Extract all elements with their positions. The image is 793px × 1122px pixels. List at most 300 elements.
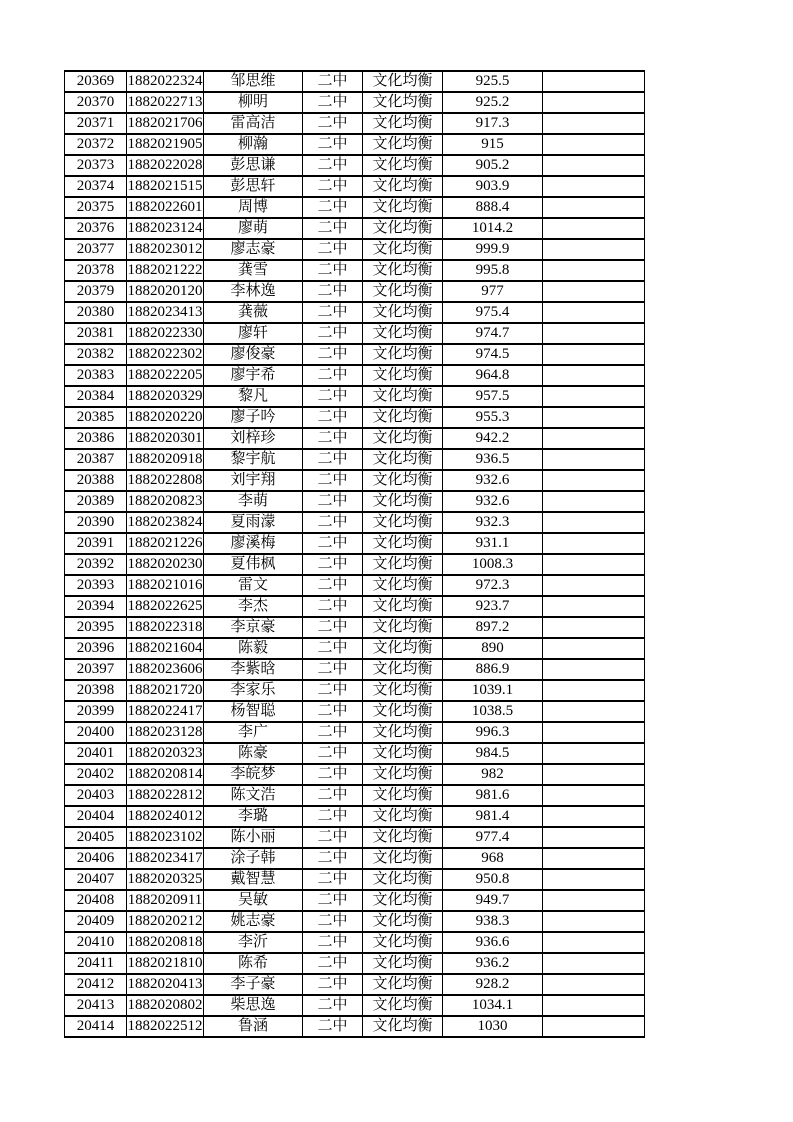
cell-blank (543, 953, 645, 974)
cell-seq-number: 20370 (65, 92, 127, 113)
cell-score: 1008.3 (443, 554, 543, 575)
cell-school: 二中 (303, 869, 363, 890)
cell-blank (543, 92, 645, 113)
table-row (65, 281, 645, 302)
cell-exam-number: 1882023606 (127, 659, 204, 680)
cell-exam-number: 1882022601 (127, 197, 204, 218)
cell-blank (543, 344, 645, 365)
cell-seq-number: 20385 (65, 407, 127, 428)
table-row (65, 659, 645, 680)
table-row (65, 575, 645, 596)
cell-seq-number: 20380 (65, 302, 127, 323)
table-row (65, 71, 645, 92)
cell-school: 二中 (303, 71, 363, 92)
cell-admission-category: 文化均衡 (363, 218, 443, 239)
cell-school: 二中 (303, 344, 363, 365)
cell-student-name: 陈毅 (204, 638, 303, 659)
cell-blank (543, 827, 645, 848)
cell-admission-category: 文化均衡 (363, 596, 443, 617)
cell-blank (543, 428, 645, 449)
cell-blank (543, 449, 645, 470)
cell-blank (543, 911, 645, 932)
cell-blank (543, 302, 645, 323)
cell-school: 二中 (303, 260, 363, 281)
cell-school: 二中 (303, 596, 363, 617)
cell-school: 二中 (303, 386, 363, 407)
cell-score: 925.5 (443, 71, 543, 92)
cell-student-name: 邹思维 (204, 71, 303, 92)
cell-student-name: 刘梓珍 (204, 428, 303, 449)
cell-score: 1014.2 (443, 218, 543, 239)
cell-admission-category: 文化均衡 (363, 575, 443, 596)
cell-blank (543, 743, 645, 764)
cell-seq-number: 20375 (65, 197, 127, 218)
cell-seq-number: 20389 (65, 491, 127, 512)
cell-student-name: 李紫晗 (204, 659, 303, 680)
table-row (65, 92, 645, 113)
table-row (65, 449, 645, 470)
cell-score: 1030 (443, 1016, 543, 1037)
cell-seq-number: 20392 (65, 554, 127, 575)
cell-exam-number: 1882023128 (127, 722, 204, 743)
cell-score: 890 (443, 638, 543, 659)
cell-student-name: 陈小丽 (204, 827, 303, 848)
cell-exam-number: 1882020911 (127, 890, 204, 911)
cell-admission-category: 文化均衡 (363, 680, 443, 701)
cell-school: 二中 (303, 449, 363, 470)
cell-student-name: 廖溪梅 (204, 533, 303, 554)
table-row (65, 407, 645, 428)
cell-student-name: 龚雪 (204, 260, 303, 281)
cell-seq-number: 20407 (65, 869, 127, 890)
cell-seq-number: 20405 (65, 827, 127, 848)
cell-school: 二中 (303, 197, 363, 218)
cell-admission-category: 文化均衡 (363, 701, 443, 722)
cell-score: 915 (443, 134, 543, 155)
cell-score: 1034.1 (443, 995, 543, 1016)
cell-exam-number: 1882023824 (127, 512, 204, 533)
cell-admission-category: 文化均衡 (363, 260, 443, 281)
cell-seq-number: 20376 (65, 218, 127, 239)
cell-blank (543, 134, 645, 155)
cell-blank (543, 785, 645, 806)
cell-student-name: 彭思谦 (204, 155, 303, 176)
cell-admission-category: 文化均衡 (363, 911, 443, 932)
cell-student-name: 李杰 (204, 596, 303, 617)
table-row (65, 470, 645, 491)
cell-exam-number: 1882021810 (127, 953, 204, 974)
cell-seq-number: 20402 (65, 764, 127, 785)
cell-student-name: 吴敏 (204, 890, 303, 911)
cell-admission-category: 文化均衡 (363, 806, 443, 827)
table-row (65, 554, 645, 575)
cell-seq-number: 20414 (65, 1016, 127, 1037)
cell-score: 977.4 (443, 827, 543, 848)
cell-score: 964.8 (443, 365, 543, 386)
cell-admission-category: 文化均衡 (363, 869, 443, 890)
cell-blank (543, 1016, 645, 1037)
cell-seq-number: 20381 (65, 323, 127, 344)
table-row (65, 302, 645, 323)
table-row (65, 722, 645, 743)
cell-score: 996.3 (443, 722, 543, 743)
cell-school: 二中 (303, 302, 363, 323)
cell-exam-number: 1882020301 (127, 428, 204, 449)
cell-seq-number: 20398 (65, 680, 127, 701)
cell-admission-category: 文化均衡 (363, 281, 443, 302)
cell-blank (543, 260, 645, 281)
cell-student-name: 黎凡 (204, 386, 303, 407)
cell-seq-number: 20408 (65, 890, 127, 911)
cell-blank (543, 680, 645, 701)
cell-exam-number: 1882022812 (127, 785, 204, 806)
table-row (65, 365, 645, 386)
cell-seq-number: 20410 (65, 932, 127, 953)
cell-seq-number: 20371 (65, 113, 127, 134)
cell-admission-category: 文化均衡 (363, 848, 443, 869)
cell-blank (543, 638, 645, 659)
cell-seq-number: 20399 (65, 701, 127, 722)
cell-student-name: 黎宇航 (204, 449, 303, 470)
cell-school: 二中 (303, 617, 363, 638)
cell-student-name: 廖宇希 (204, 365, 303, 386)
cell-admission-category: 文化均衡 (363, 512, 443, 533)
cell-student-name: 夏伟枫 (204, 554, 303, 575)
cell-seq-number: 20401 (65, 743, 127, 764)
cell-student-name: 杨智聪 (204, 701, 303, 722)
cell-score: 931.1 (443, 533, 543, 554)
cell-school: 二中 (303, 995, 363, 1016)
cell-exam-number: 1882021226 (127, 533, 204, 554)
cell-score: 925.2 (443, 92, 543, 113)
cell-blank (543, 722, 645, 743)
cell-exam-number: 1882020230 (127, 554, 204, 575)
cell-blank (543, 974, 645, 995)
cell-score: 981.4 (443, 806, 543, 827)
table-row (65, 386, 645, 407)
cell-exam-number: 1882021515 (127, 176, 204, 197)
cell-seq-number: 20374 (65, 176, 127, 197)
cell-admission-category: 文化均衡 (363, 407, 443, 428)
cell-blank (543, 554, 645, 575)
cell-admission-category: 文化均衡 (363, 827, 443, 848)
cell-blank (543, 218, 645, 239)
cell-exam-number: 1882020802 (127, 995, 204, 1016)
table-row (65, 113, 645, 134)
cell-blank (543, 71, 645, 92)
cell-admission-category: 文化均衡 (363, 113, 443, 134)
cell-blank (543, 491, 645, 512)
cell-score: 932.3 (443, 512, 543, 533)
cell-exam-number: 1882022330 (127, 323, 204, 344)
cell-seq-number: 20373 (65, 155, 127, 176)
cell-admission-category: 文化均衡 (363, 365, 443, 386)
cell-exam-number: 1882022205 (127, 365, 204, 386)
cell-student-name: 李家乐 (204, 680, 303, 701)
cell-exam-number: 1882022028 (127, 155, 204, 176)
cell-seq-number: 20378 (65, 260, 127, 281)
cell-score: 897.2 (443, 617, 543, 638)
table-row (65, 596, 645, 617)
cell-exam-number: 1882021720 (127, 680, 204, 701)
cell-admission-category: 文化均衡 (363, 974, 443, 995)
cell-score: 968 (443, 848, 543, 869)
cell-school: 二中 (303, 92, 363, 113)
table-row (65, 512, 645, 533)
cell-score: 982 (443, 764, 543, 785)
cell-seq-number: 20400 (65, 722, 127, 743)
cell-blank (543, 533, 645, 554)
cell-school: 二中 (303, 554, 363, 575)
cell-seq-number: 20413 (65, 995, 127, 1016)
table-row (65, 932, 645, 953)
cell-blank (543, 890, 645, 911)
cell-seq-number: 20390 (65, 512, 127, 533)
cell-seq-number: 20377 (65, 239, 127, 260)
cell-score: 923.7 (443, 596, 543, 617)
cell-exam-number: 1882022318 (127, 617, 204, 638)
cell-student-name: 李皖梦 (204, 764, 303, 785)
cell-blank (543, 281, 645, 302)
cell-score: 936.6 (443, 932, 543, 953)
cell-student-name: 柴思逸 (204, 995, 303, 1016)
cell-school: 二中 (303, 323, 363, 344)
cell-score: 886.9 (443, 659, 543, 680)
cell-school: 二中 (303, 680, 363, 701)
cell-score: 950.8 (443, 869, 543, 890)
table-row (65, 827, 645, 848)
cell-exam-number: 1882020823 (127, 491, 204, 512)
table-row (65, 743, 645, 764)
cell-school: 二中 (303, 764, 363, 785)
table-row (65, 260, 645, 281)
cell-student-name: 雷高洁 (204, 113, 303, 134)
cell-student-name: 李沂 (204, 932, 303, 953)
cell-score: 995.8 (443, 260, 543, 281)
cell-blank (543, 386, 645, 407)
cell-school: 二中 (303, 722, 363, 743)
cell-exam-number: 1882020413 (127, 974, 204, 995)
cell-student-name: 李广 (204, 722, 303, 743)
cell-student-name: 戴智慧 (204, 869, 303, 890)
cell-school: 二中 (303, 134, 363, 155)
cell-admission-category: 文化均衡 (363, 1016, 443, 1037)
table-row (65, 785, 645, 806)
cell-school: 二中 (303, 407, 363, 428)
cell-score: 917.3 (443, 113, 543, 134)
table-row (65, 344, 645, 365)
table-row (65, 848, 645, 869)
cell-school: 二中 (303, 701, 363, 722)
cell-score: 888.4 (443, 197, 543, 218)
cell-exam-number: 1882020120 (127, 281, 204, 302)
table-row (65, 995, 645, 1016)
cell-score: 932.6 (443, 470, 543, 491)
cell-exam-number: 1882022512 (127, 1016, 204, 1037)
cell-school: 二中 (303, 806, 363, 827)
cell-exam-number: 1882021604 (127, 638, 204, 659)
cell-seq-number: 20397 (65, 659, 127, 680)
cell-student-name: 柳明 (204, 92, 303, 113)
cell-exam-number: 1882020212 (127, 911, 204, 932)
cell-blank (543, 470, 645, 491)
cell-score: 984.5 (443, 743, 543, 764)
cell-school: 二中 (303, 281, 363, 302)
cell-score: 936.2 (443, 953, 543, 974)
cell-student-name: 廖轩 (204, 323, 303, 344)
table-row (65, 680, 645, 701)
cell-school: 二中 (303, 533, 363, 554)
cell-admission-category: 文化均衡 (363, 659, 443, 680)
table-row (65, 701, 645, 722)
cell-exam-number: 1882023124 (127, 218, 204, 239)
cell-admission-category: 文化均衡 (363, 344, 443, 365)
cell-school: 二中 (303, 638, 363, 659)
cell-score: 942.2 (443, 428, 543, 449)
cell-blank (543, 176, 645, 197)
cell-score: 981.6 (443, 785, 543, 806)
cell-school: 二中 (303, 239, 363, 260)
cell-exam-number: 1882020329 (127, 386, 204, 407)
cell-student-name: 雷文 (204, 575, 303, 596)
table-row (65, 974, 645, 995)
cell-exam-number: 1882020918 (127, 449, 204, 470)
cell-blank (543, 701, 645, 722)
cell-exam-number: 1882023012 (127, 239, 204, 260)
cell-school: 二中 (303, 155, 363, 176)
cell-admission-category: 文化均衡 (363, 197, 443, 218)
cell-admission-category: 文化均衡 (363, 155, 443, 176)
table-row (65, 764, 645, 785)
cell-seq-number: 20383 (65, 365, 127, 386)
cell-blank (543, 323, 645, 344)
cell-seq-number: 20391 (65, 533, 127, 554)
cell-admission-category: 文化均衡 (363, 470, 443, 491)
cell-score: 955.3 (443, 407, 543, 428)
cell-exam-number: 1882024012 (127, 806, 204, 827)
cell-student-name: 陈希 (204, 953, 303, 974)
cell-blank (543, 848, 645, 869)
cell-exam-number: 1882022417 (127, 701, 204, 722)
cell-school: 二中 (303, 365, 363, 386)
table-row (65, 911, 645, 932)
cell-blank (543, 869, 645, 890)
cell-exam-number: 1882022302 (127, 344, 204, 365)
cell-admission-category: 文化均衡 (363, 743, 443, 764)
cell-admission-category: 文化均衡 (363, 995, 443, 1016)
cell-exam-number: 1882020818 (127, 932, 204, 953)
cell-exam-number: 1882023413 (127, 302, 204, 323)
cell-student-name: 李林逸 (204, 281, 303, 302)
cell-admission-category: 文化均衡 (363, 323, 443, 344)
table-row (65, 617, 645, 638)
cell-admission-category: 文化均衡 (363, 764, 443, 785)
cell-admission-category: 文化均衡 (363, 134, 443, 155)
cell-exam-number: 1882022808 (127, 470, 204, 491)
table-row (65, 323, 645, 344)
cell-score: 1038.5 (443, 701, 543, 722)
cell-seq-number: 20404 (65, 806, 127, 827)
table-row (65, 197, 645, 218)
cell-admission-category: 文化均衡 (363, 953, 443, 974)
cell-school: 二中 (303, 428, 363, 449)
cell-score: 932.6 (443, 491, 543, 512)
cell-seq-number: 20409 (65, 911, 127, 932)
cell-seq-number: 20412 (65, 974, 127, 995)
cell-student-name: 夏雨濛 (204, 512, 303, 533)
cell-blank (543, 512, 645, 533)
cell-school: 二中 (303, 743, 363, 764)
cell-student-name: 廖子吟 (204, 407, 303, 428)
cell-exam-number: 1882021905 (127, 134, 204, 155)
cell-school: 二中 (303, 512, 363, 533)
cell-blank (543, 932, 645, 953)
cell-student-name: 廖俊豪 (204, 344, 303, 365)
table-row (65, 869, 645, 890)
cell-seq-number: 20387 (65, 449, 127, 470)
cell-blank (543, 407, 645, 428)
cell-admission-category: 文化均衡 (363, 491, 443, 512)
cell-seq-number: 20386 (65, 428, 127, 449)
cell-exam-number: 1882020814 (127, 764, 204, 785)
cell-student-name: 李璐 (204, 806, 303, 827)
cell-student-name: 周博 (204, 197, 303, 218)
cell-score: 977 (443, 281, 543, 302)
cell-student-name: 刘宇翔 (204, 470, 303, 491)
cell-admission-category: 文化均衡 (363, 302, 443, 323)
cell-admission-category: 文化均衡 (363, 638, 443, 659)
cell-admission-category: 文化均衡 (363, 533, 443, 554)
table-row (65, 533, 645, 554)
cell-school: 二中 (303, 785, 363, 806)
cell-score: 1039.1 (443, 680, 543, 701)
cell-school: 二中 (303, 176, 363, 197)
cell-admission-category: 文化均衡 (363, 932, 443, 953)
cell-exam-number: 1882021016 (127, 575, 204, 596)
cell-seq-number: 20384 (65, 386, 127, 407)
cell-exam-number: 1882022713 (127, 92, 204, 113)
cell-seq-number: 20396 (65, 638, 127, 659)
cell-school: 二中 (303, 491, 363, 512)
cell-school: 二中 (303, 659, 363, 680)
cell-student-name: 廖萌 (204, 218, 303, 239)
score-table (64, 70, 645, 1038)
cell-score: 974.7 (443, 323, 543, 344)
cell-student-name: 姚志豪 (204, 911, 303, 932)
cell-seq-number: 20369 (65, 71, 127, 92)
cell-blank (543, 596, 645, 617)
table-row (65, 953, 645, 974)
cell-school: 二中 (303, 932, 363, 953)
cell-seq-number: 20411 (65, 953, 127, 974)
cell-seq-number: 20379 (65, 281, 127, 302)
cell-blank (543, 113, 645, 134)
cell-seq-number: 20388 (65, 470, 127, 491)
cell-school: 二中 (303, 1016, 363, 1037)
cell-student-name: 彭思轩 (204, 176, 303, 197)
cell-student-name: 陈文浩 (204, 785, 303, 806)
cell-blank (543, 155, 645, 176)
table-row (65, 1016, 645, 1037)
cell-admission-category: 文化均衡 (363, 428, 443, 449)
cell-blank (543, 995, 645, 1016)
table-row (65, 218, 645, 239)
cell-seq-number: 20406 (65, 848, 127, 869)
cell-blank (543, 764, 645, 785)
cell-exam-number: 1882023417 (127, 848, 204, 869)
cell-seq-number: 20403 (65, 785, 127, 806)
table-row (65, 890, 645, 911)
